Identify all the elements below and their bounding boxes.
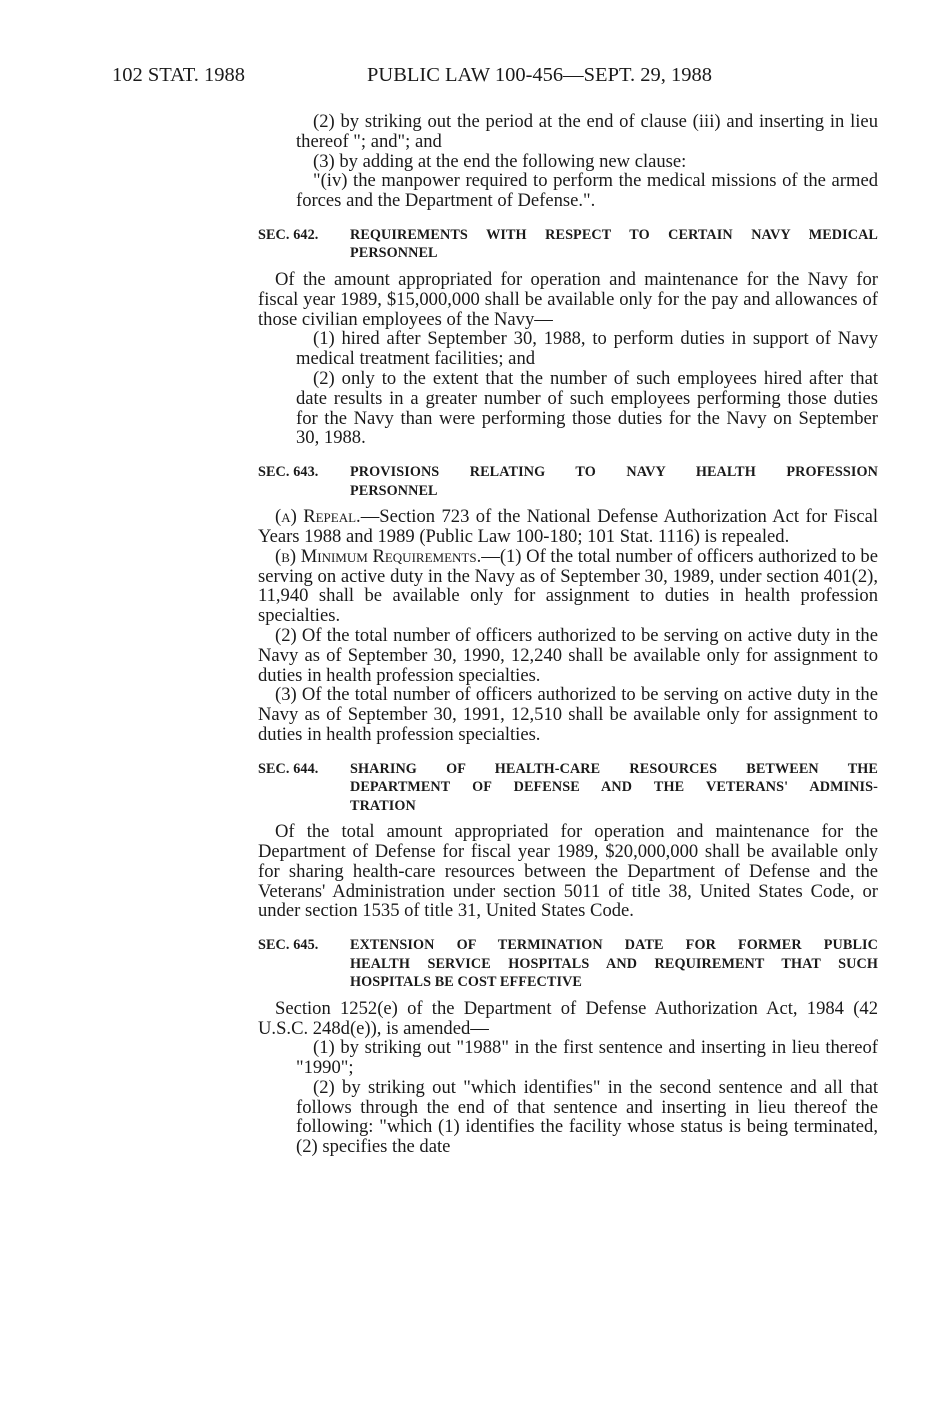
section-645-paragraph: Section 1252(e) of the Department of Defense Authorization Act, 1984 (42 U.S.C. 248d(e)), is amended— <box>258 997 878 1039</box>
section-645-item-2: (2) by striking out "which identifies" in the second sentence and all that follows through the end of that sentence and inserting in lieu thereof the following: "which (1) identifies the facility whose status is being terminated, (2) specifies the date <box>296 1076 878 1158</box>
section-645-item-1: (1) by striking out "1988" in the first sentence and inserting in lieu thereof "1990"; <box>296 1037 878 1079</box>
section-643-paragraph-3: (3) Of the total number of officers authorized to be serving on active duty in the Navy as of September 30, 1991, 12,510 shall be available only for assignment to duties in health profession specialties. <box>258 684 878 745</box>
intro-clause-3: (3) by adding at the end the following new clause: <box>313 150 687 172</box>
section-643-heading <box>258 463 878 500</box>
section-title-line: SHARING OF HEALTH-CARE RESOURCES BETWEEN THE <box>350 760 878 777</box>
section-number: SEC. 645. <box>258 937 319 954</box>
section-642-item-1: (1) hired after September 30, 1988, to perform duties in support of Navy medical treatment facilities; and <box>296 328 878 370</box>
subsection-text: —(1) Of the total number of officers authorized to be serving on active duty in the Navy as of September 30, 1989, under section 401(2), 11,940 shall be available only for assignment to duties in health profession specialties. <box>258 545 878 627</box>
section-643-subsection-a <box>258 507 878 547</box>
section-645-heading <box>258 936 878 992</box>
section-title-line: TRATION <box>350 797 416 814</box>
section-title-line: PERSONNEL <box>350 482 438 499</box>
section-number: SEC. 644. <box>258 760 319 777</box>
subsection-label: (b) Minimum Requirements. <box>275 545 482 567</box>
section-643-paragraph-2: (2) Of the total number of officers authorized to be serving on active duty in the Navy as of September 30, 1990, 12,240 shall be available only for assignment to duties in health profession specialties. <box>258 624 878 686</box>
section-644-heading <box>258 760 878 816</box>
subsection-label: (a) Repeal. <box>275 506 361 528</box>
section-title-line: PERSONNEL <box>350 245 438 262</box>
stat-reference: 102 STAT. 1988 <box>112 64 245 86</box>
section-title-line: DEPARTMENT OF DEFENSE AND THE VETERANS' ADMINIS- <box>350 779 878 796</box>
section-644-paragraph: Of the total amount appropriated for operation and maintenance for the Department of Defense for fiscal year 1989, $20,000,000 shall be available only for sharing health-care resources between the Department of Defense and the Veterans' Administration under section 5011 of title 38, United States Code, or under section 1535 of title 31, United States Code. <box>258 821 878 922</box>
section-number: SEC. 643. <box>258 464 319 481</box>
intro-clause-iv: "(iv) the manpower required to perform the medical missions of the armed forces and the Department of Defense.". <box>296 170 878 212</box>
section-number: SEC. 642. <box>258 226 319 243</box>
page-header <box>112 62 872 88</box>
law-reference: PUBLIC LAW 100-456—SEPT. 29, 1988 <box>367 64 712 86</box>
subsection-text: —Section 723 of the National Defense Authorization Act for Fiscal Years 1988 and 1989 (Public Law 100-180; 101 Stat. 1116) is repealed. <box>258 506 878 547</box>
section-title-line: EXTENSION OF TERMINATION DATE FOR FORMER PUBLIC <box>350 937 878 954</box>
section-642-paragraph: Of the amount appropriated for operation and maintenance for the Navy for fiscal year 1989, $15,000,000 shall be available only for the pay and allowances of those civilian employees of the Navy— <box>258 268 878 330</box>
section-title-line: REQUIREMENTS WITH RESPECT TO CERTAIN NAVY MEDICAL <box>350 226 878 243</box>
section-642-heading <box>258 226 878 263</box>
section-title-line: HOSPITALS BE COST EFFECTIVE <box>350 974 582 991</box>
section-643-subsection-b <box>258 547 878 626</box>
section-title-line: PROVISIONS RELATING TO NAVY HEALTH PROFESSION <box>350 464 878 481</box>
document-body <box>258 112 878 1157</box>
section-title-line: HEALTH SERVICE HOSPITALS AND REQUIREMENT THAT SUCH <box>350 955 878 972</box>
intro-clause-2: (2) by striking out the period at the end of clause (iii) and inserting in lieu thereof "; and"; and <box>296 111 878 152</box>
section-642-item-2: (2) only to the extent that the number of such employees hired after that date results in a greater number of such employees performing those duties for the Navy than were performing those duties for the Navy on September 30, 1988. <box>296 367 878 449</box>
